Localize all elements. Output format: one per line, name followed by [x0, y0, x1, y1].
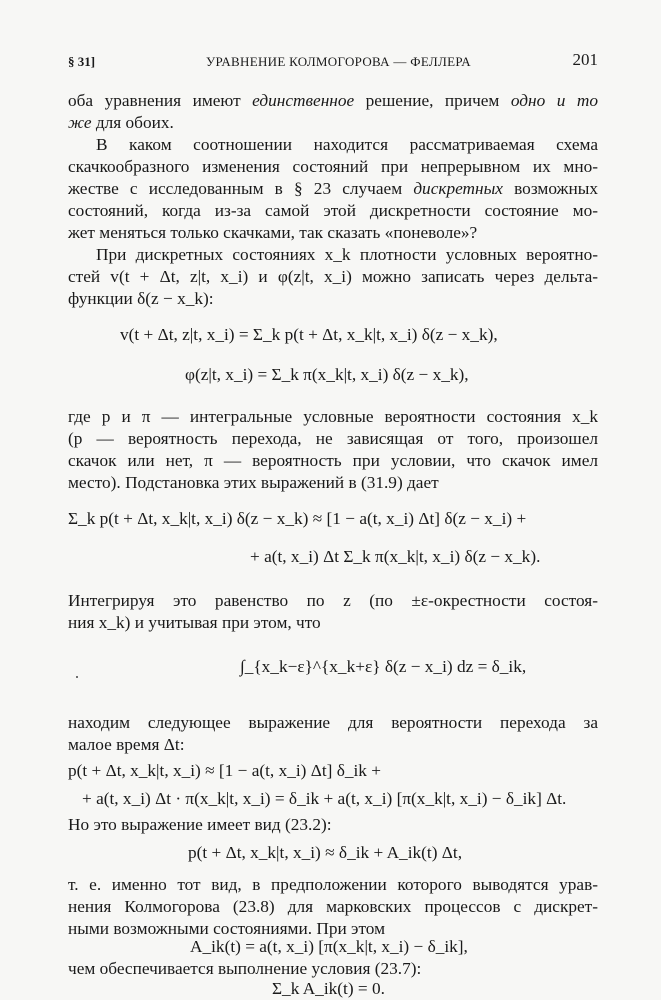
- text-line: скачок или нет, π — вероятность при условии, что скачок имел: [68, 451, 598, 470]
- text-line: оба уравнения имеют единственное решение, причем одно и то: [68, 91, 599, 110]
- equation: p(t + Δt, x_k|t, x_i) ≈ [1 − a(t, x_i) Δt] δ_ik +: [68, 761, 382, 780]
- text-line: Но это выражение имеет вид (23.2):: [68, 815, 332, 834]
- text-line: где p и π — интегральные условные вероятности состояния x_k: [68, 407, 598, 426]
- text-line: При дискретных состояниях x_k плотности условных вероятно-: [96, 245, 598, 264]
- running-title: УРАВНЕНИЕ КОЛМОГОРОВА — ФЕЛЛЕРА: [206, 54, 471, 69]
- equation: Σ_k A_ik(t) = 0.: [272, 979, 385, 998]
- page-number: 201: [572, 50, 598, 69]
- text-line: ными возможными состояниями. При этом: [68, 919, 386, 938]
- text-line: скачкообразного изменения состояний при непрерывном их мно-: [68, 157, 598, 176]
- text-line: чем обеспечивается выполнение условия (23.7):: [68, 959, 422, 978]
- text-line: находим следующее выражение для вероятности перехода за: [68, 713, 598, 732]
- text-line: т. е. именно тот вид, в предположении которого выводятся урав-: [68, 875, 598, 894]
- text-line: (p — вероятность перехода, не зависящая от того, произошел: [68, 429, 598, 448]
- equation: ∫_{x_k−ε}^{x_k+ε} δ(z − x_i) dz = δ_ik,: [240, 657, 527, 676]
- text-line: Интегрируя это равенство по z (по ±ε-окрестности состоя-: [68, 591, 598, 610]
- text-line: жет меняться только скачками, так сказать «поневоле»?: [68, 223, 478, 242]
- equation: p(t + Δt, x_k|t, x_i) ≈ δ_ik + A_ik(t) Δt,: [188, 843, 463, 862]
- text-line: жестве с исследованным в § 23 случаем дискретных возможных: [68, 179, 598, 198]
- running-head: [68, 48, 598, 72]
- section-ref: § 31]: [68, 54, 96, 69]
- equation: + a(t, x_i) Δt · π(x_k|t, x_i) = δ_ik + a(t, x_i) [π(x_k|t, x_i) − δ_ik] Δt.: [82, 789, 567, 808]
- text-line: функции δ(z − x_k):: [68, 289, 214, 308]
- print-speck: [76, 676, 78, 678]
- text-line: место). Подстановка этих выражений в (31.9) дает: [68, 473, 439, 492]
- equation: φ(z|t, x_i) = Σ_k π(x_k|t, x_i) δ(z − x_k),: [185, 365, 469, 384]
- text-line: малое время Δt:: [68, 735, 185, 754]
- text-line: ния x_k) и учитывая при этом, что: [68, 613, 321, 632]
- equation: v(t + Δt, z|t, x_i) = Σ_k p(t + Δt, x_k|t, x_i) δ(z − x_k),: [120, 325, 498, 344]
- text-line: нения Колмогорова (23.8) для марковских процессов с дискрет-: [68, 897, 598, 916]
- text-line: же для обоих.: [68, 113, 174, 132]
- equation: Σ_k p(t + Δt, x_k|t, x_i) δ(z − x_k) ≈ [1 − a(t, x_i) Δt] δ(z − x_i) +: [68, 509, 527, 528]
- equation: + a(t, x_i) Δt Σ_k π(x_k|t, x_i) δ(z − x_k).: [250, 547, 541, 566]
- text-line: состояний, когда из-за самой этой дискретности состояние мо-: [68, 201, 598, 220]
- text-line: В каком соотношении находится рассматриваемая схема: [96, 135, 598, 154]
- equation: A_ik(t) = a(t, x_i) [π(x_k|t, x_i) − δ_ik],: [190, 937, 468, 956]
- text-line: стей v(t + Δt, z|t, x_i) и φ(z|t, x_i) можно записать через дельта-: [68, 267, 598, 286]
